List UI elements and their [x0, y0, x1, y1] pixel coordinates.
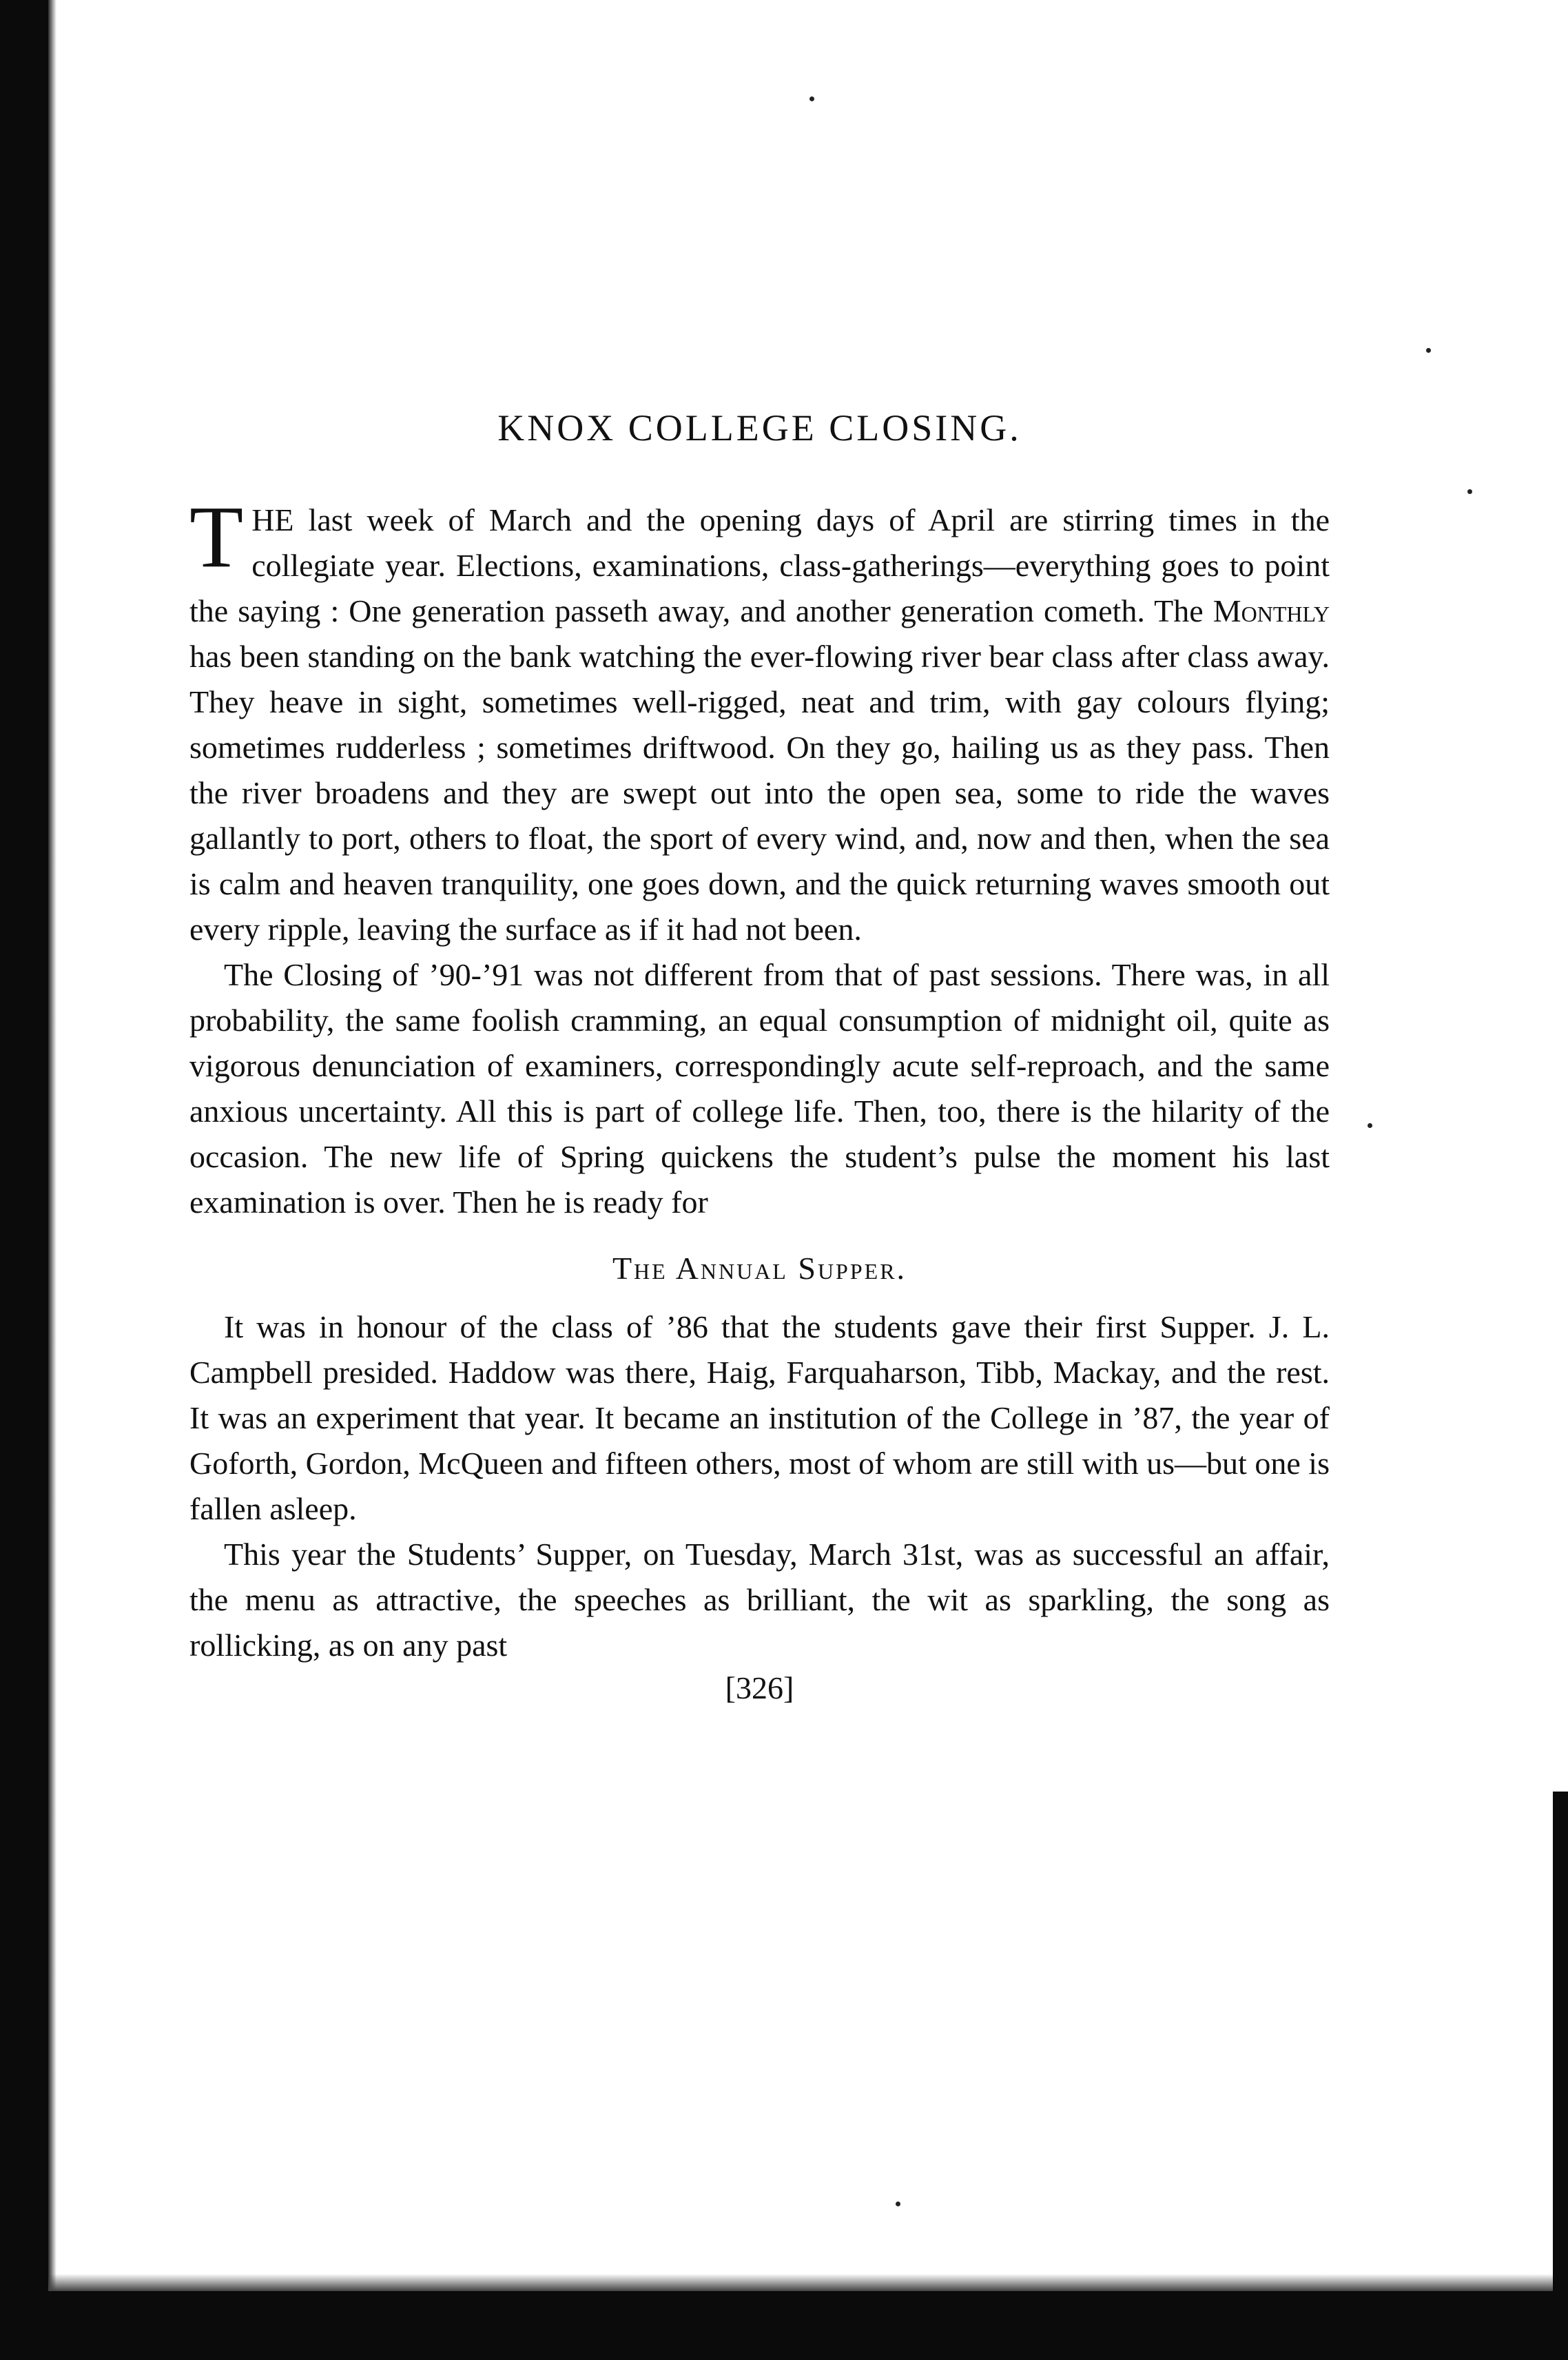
- monthly-smallcaps: Monthly: [1213, 593, 1330, 628]
- scan-speck: [896, 2202, 900, 2206]
- page-number: [326]: [725, 1670, 794, 1705]
- scan-speck: [809, 96, 814, 101]
- paragraph-intro: [189, 488, 1330, 952]
- article-title: KNOX COLLEGE CLOSING.: [497, 407, 1022, 449]
- paragraph-intro-rest: has been standing on the bank watching the ever-flowing river bear class after class away. They heave in sight, sometimes well-rigged, neat and trim, with gay colours flying; sometimes rudderless ; sometimes driftwood. On they go, hailing us as they pass. Then the river broadens and they are swept out into the open sea, some to ride the waves gallantly to port, others to float, the sport of every wind, and, now and then, when the sea is calm and heaven tranquility, one goes down, and the quick returning waves smooth out every ripple, leaving the surface as if it had not been.: [189, 639, 1330, 947]
- scan-speck: [1368, 1123, 1372, 1128]
- paragraph-intro-lead: HE last week of March and the opening days of April are stirring times in the collegiate year. Elections, examinations, class-gatherings—everything goes to point the saying : One generation passeth away, and another generation cometh. The: [189, 502, 1330, 628]
- drop-cap: T: [189, 488, 244, 586]
- scan-border-bottom: [0, 2291, 1568, 2360]
- scan-border-bottom-shadow: [48, 2274, 1568, 2291]
- scan-speck: [1426, 348, 1431, 353]
- scan-border-left: [0, 0, 48, 2360]
- paragraph-this-year: This year the Students’ Supper, on Tuesday, March 31st, was as successful an affair, the menu as attractive, the speeches as brilliant, the wit as sparkling, the song as rollicking, as on any past: [189, 1537, 1330, 1663]
- section-heading-annual-supper: The Annual Supper.: [612, 1251, 907, 1286]
- paragraph-first-supper: It was in honour of the class of ’86 that the students gave their first Supper. J. L. Campbell presided. Haddow was there, Haig, Farquaharson, Tibb, Mackay, and the rest. It was an experiment that year. It became an institution of the College in ’87, the year of Goforth, Gordon, McQueen and fifteen others, most of whom are still with us—but one is fallen asleep.: [189, 1309, 1330, 1526]
- scan-border-right: [1553, 1792, 1568, 2360]
- document-page: [189, 407, 1330, 1706]
- scan-speck: [1467, 489, 1472, 494]
- scan-border-left-shadow: [48, 0, 56, 2360]
- paragraph-closing: The Closing of ’90-’91 was not different from that of past sessions. There was, in all probability, the same foolish cramming, an equal consumption of midnight oil, quite as vigorous denunciation of examiners, correspondingly acute self-reproach, and the same anxious uncertainty. All this is part of college life. Then, too, there is the hilarity of the occasion. The new life of Spring quickens the student’s pulse the moment his last examination is over. Then he is ready for: [189, 957, 1330, 1220]
